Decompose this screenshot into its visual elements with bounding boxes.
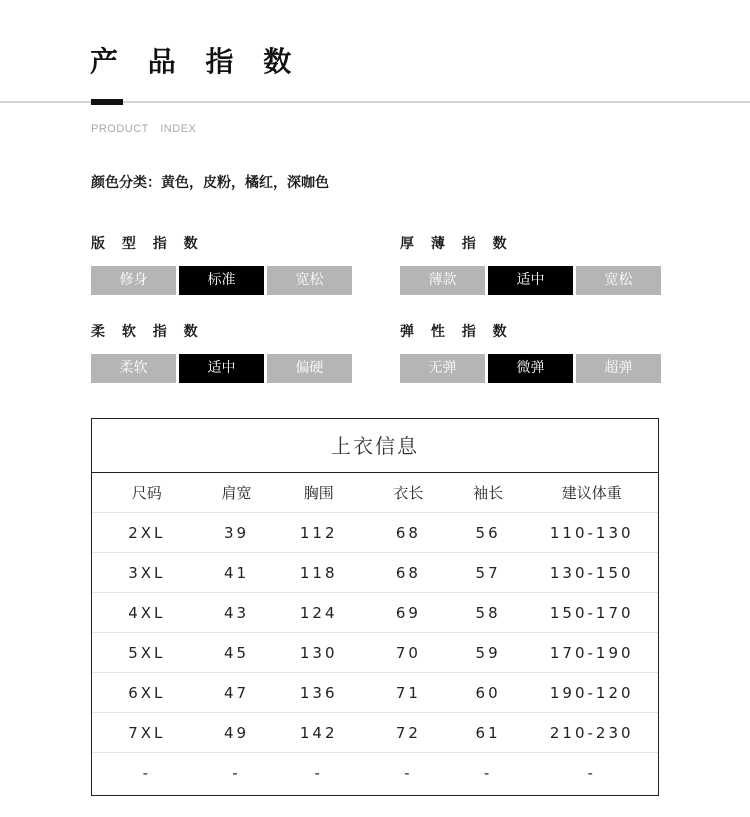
table-cell: 124 (299, 603, 338, 622)
thickness-index-scale (400, 266, 661, 295)
table-cell: 170-190 (549, 643, 634, 662)
page-title: 产 品 指 数 (90, 45, 302, 78)
table-row (92, 513, 658, 553)
table-cell: 3XL (128, 563, 166, 582)
table-cell: 58 (475, 603, 501, 622)
table-row (92, 593, 658, 633)
table-cell: 68 (395, 523, 421, 542)
table-cell: 61 (475, 723, 501, 742)
table-cell: 71 (395, 683, 421, 702)
thickness-option: 适中 (488, 266, 573, 295)
table-row (92, 553, 658, 593)
elasticity-option: 无弹 (400, 354, 485, 383)
softness-option: 适中 (179, 354, 264, 383)
table-cell: 45 (223, 643, 250, 662)
table-cell: 69 (395, 603, 421, 622)
table-cell: 112 (299, 523, 338, 542)
color-classification: 颜色分类：黄色，皮粉，橘红，深咖色 (91, 175, 329, 191)
table-cell: 5XL (128, 643, 166, 662)
table-cell: 68 (395, 563, 421, 582)
thickness-option: 宽松 (576, 266, 661, 295)
elasticity-index-label: 弹 性 指 数 (400, 324, 513, 340)
table-header-row (92, 473, 658, 513)
table-cell: 4XL (128, 603, 166, 622)
table-cell: 57 (475, 563, 501, 582)
table-cell: - (142, 764, 152, 782)
table-cell: 136 (299, 683, 338, 702)
table-cell: 210-230 (549, 723, 634, 742)
table-row (92, 633, 658, 673)
fit-index-scale (91, 266, 352, 295)
table-cell: 130-150 (549, 563, 634, 582)
header-cell-chest: 胸围 (303, 484, 334, 502)
header-cell-size: 尺码 (131, 484, 162, 502)
table-cell: 142 (299, 723, 338, 742)
table-cell: 60 (475, 683, 501, 702)
elasticity-index-scale (400, 354, 661, 383)
table-cell: 7XL (128, 723, 166, 742)
table-cell: - (404, 764, 413, 782)
softness-index-scale (91, 354, 352, 383)
size-table-title: 上衣信息 (92, 419, 658, 473)
table-cell: 59 (475, 643, 501, 662)
softness-option: 偏硬 (267, 354, 352, 383)
table-cell: - (314, 764, 323, 782)
table-body (92, 513, 658, 793)
table-cell: 39 (223, 523, 250, 542)
thickness-option: 薄款 (400, 266, 485, 295)
table-row (92, 673, 658, 713)
fit-option: 宽松 (267, 266, 352, 295)
thickness-index-label: 厚 薄 指 数 (400, 236, 513, 252)
table-cell: 190-120 (549, 683, 634, 702)
table-cell: - (232, 764, 241, 782)
elasticity-option: 微弹 (488, 354, 573, 383)
softness-option: 柔软 (91, 354, 176, 383)
fit-option: 标准 (179, 266, 264, 295)
table-cell: 43 (223, 603, 250, 622)
title-accent-bar (91, 99, 123, 105)
table-cell: 6XL (128, 683, 166, 702)
header-cell-shoulder: 肩宽 (221, 484, 252, 502)
table-cell: 118 (299, 563, 338, 582)
header-cell-sleeve: 袖长 (473, 484, 504, 502)
table-cell: 70 (395, 643, 421, 662)
table-cell: 150-170 (549, 603, 634, 622)
size-table (91, 418, 659, 796)
header-cell-length: 衣长 (393, 484, 424, 502)
header-cell-weight: 建议体重 (561, 484, 622, 502)
fit-index-label: 版 型 指 数 (91, 236, 204, 252)
softness-index-label: 柔 软 指 数 (91, 324, 204, 340)
page-subtitle: PRODUCT INDEX (91, 123, 197, 135)
fit-option: 修身 (91, 266, 176, 295)
table-cell: 130 (299, 643, 338, 662)
table-cell: - (483, 764, 493, 782)
table-cell: 2XL (128, 523, 166, 542)
table-cell: 49 (223, 723, 250, 742)
table-row (92, 753, 658, 793)
table-cell: 72 (395, 723, 421, 742)
table-cell: 41 (223, 563, 250, 582)
elasticity-option: 超弹 (576, 354, 661, 383)
table-cell: - (587, 764, 596, 782)
table-row (92, 713, 658, 753)
table-cell: 56 (475, 523, 501, 542)
table-cell: 47 (223, 683, 250, 702)
table-cell: 110-130 (549, 523, 634, 542)
